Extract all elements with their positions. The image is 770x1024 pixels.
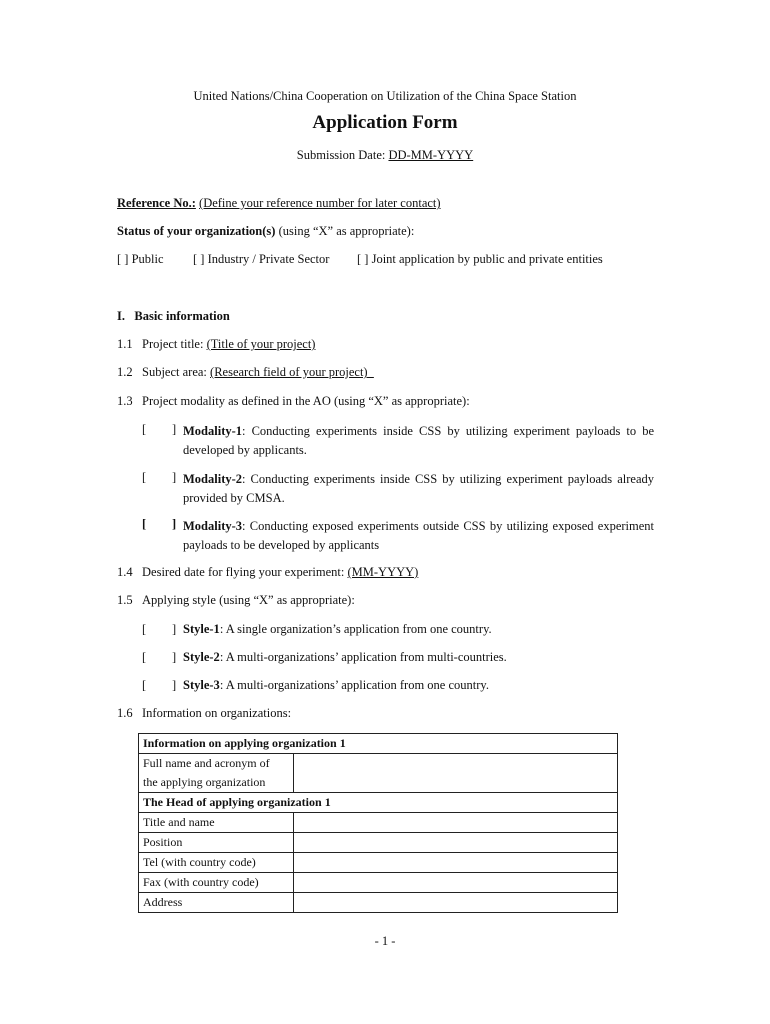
item-label: Information on organizations: — [142, 706, 292, 720]
submission-date-label: Submission Date: — [296, 148, 389, 162]
style-name: Style-2 — [183, 650, 220, 664]
reference-value: (Define your reference number for later contact) — [199, 196, 441, 210]
style-1-checkbox-open[interactable]: [ — [142, 622, 147, 636]
modality-1-checkbox-open[interactable]: [ — [142, 422, 147, 436]
style-text: : A multi-organizations’ application from one country. — [219, 678, 489, 692]
reference-line — [117, 196, 441, 211]
modality-3-checkbox-close[interactable]: ] — [172, 517, 177, 531]
modality-1-option — [183, 422, 654, 460]
status-hint: (using “X” as appropriate): — [275, 224, 415, 238]
status-option-industry[interactable] — [193, 252, 329, 267]
style-3-option — [183, 678, 489, 693]
page-number: - 1 - — [374, 934, 396, 948]
modality-2-option — [183, 470, 654, 508]
position-field[interactable] — [294, 833, 618, 853]
item-number: 1.6 — [117, 706, 133, 720]
fax-label: Fax (with country code) — [139, 873, 294, 893]
head-of-org-header: The Head of applying organization 1 — [139, 793, 618, 813]
style-2-option — [183, 650, 507, 665]
style-2-checkbox-open[interactable]: [ — [142, 650, 147, 664]
item-project-title — [117, 337, 315, 352]
address-label: Address — [139, 893, 294, 913]
table-row — [139, 893, 618, 913]
item-number: 1.5 — [117, 593, 133, 607]
fax-field[interactable] — [294, 873, 618, 893]
item-label: Project modality as defined in the AO (using “X” as appropriate): — [142, 394, 470, 408]
item-label: Project title: — [142, 337, 207, 351]
style-1-checkbox-close[interactable]: ] — [172, 622, 177, 636]
modality-3-option — [183, 517, 654, 555]
style-3-checkbox-close[interactable]: ] — [172, 678, 177, 692]
style-text: : A single organization’s application from one country. — [219, 622, 492, 636]
full-name-label-line: the applying organization — [143, 775, 266, 789]
table-header-row — [139, 793, 618, 813]
status-line — [117, 224, 414, 239]
status-option-label: Industry / Private Sector — [207, 252, 330, 266]
item-number: 1.1 — [117, 337, 133, 351]
flying-date-field[interactable]: (MM-YYYY) — [347, 565, 419, 579]
item-number: 1.2 — [117, 365, 133, 379]
title-name-field[interactable] — [294, 813, 618, 833]
modality-text: : Conducting experiments inside CSS by utilizing experiment payloads already provided by CMSA. — [183, 472, 654, 505]
org-info-header: Information on applying organization 1 — [139, 734, 618, 754]
modality-1-checkbox-close[interactable]: ] — [172, 422, 177, 436]
document-subtitle: United Nations/China Cooperation on Utilization of the China Space Station — [193, 89, 577, 103]
item-modality — [117, 394, 470, 409]
item-label: Desired date for flying your experiment: — [142, 565, 348, 579]
table-row — [139, 853, 618, 873]
section-1-number: I. — [117, 309, 125, 323]
item-flying-date — [117, 565, 418, 580]
full-name-label-line: Full name and acronym of — [143, 756, 270, 770]
status-checkbox-public[interactable]: [ ] — [117, 252, 129, 266]
style-3-checkbox-open[interactable]: [ — [142, 678, 147, 692]
status-label: Status of your organization(s) — [117, 224, 276, 238]
item-organizations — [117, 706, 291, 721]
submission-date-line — [0, 148, 770, 163]
style-name: Style-3 — [183, 678, 220, 692]
style-name: Style-1 — [183, 622, 220, 636]
full-name-field[interactable] — [294, 754, 618, 793]
position-label: Position — [139, 833, 294, 853]
modality-name: Modality-1 — [183, 424, 243, 438]
table-row — [139, 754, 618, 793]
table-row — [139, 813, 618, 833]
item-number: 1.3 — [117, 394, 133, 408]
status-option-label: Joint application by public and private entities — [371, 252, 603, 266]
item-subject-area — [117, 365, 374, 380]
project-title-field[interactable]: (Title of your project) — [206, 337, 316, 351]
document-title: Application Form — [312, 112, 458, 133]
table-row — [139, 833, 618, 853]
style-2-checkbox-close[interactable]: ] — [172, 650, 177, 664]
subject-area-field[interactable]: (Research field of your project) — [210, 365, 374, 379]
modality-3-checkbox-open[interactable]: [ — [142, 517, 147, 531]
item-label: Applying style (using “X” as appropriate): — [142, 593, 355, 607]
reference-label: Reference No.: — [117, 196, 196, 210]
title-name-label: Title and name — [139, 813, 294, 833]
modality-2-checkbox-close[interactable]: ] — [172, 470, 177, 484]
tel-label: Tel (with country code) — [139, 853, 294, 873]
style-text: : A multi-organizations’ application from multi-countries. — [219, 650, 507, 664]
modality-text: : Conducting exposed experiments outside CSS by utilizing exposed experiment payloads to be developed by applicants — [183, 519, 654, 552]
organization-info-table — [138, 733, 618, 913]
modality-name: Modality-3 — [183, 519, 243, 533]
status-checkbox-joint[interactable]: [ ] — [357, 252, 369, 266]
style-1-option — [183, 622, 492, 637]
section-1-title: Basic information — [134, 309, 230, 323]
item-number: 1.4 — [117, 565, 133, 579]
modality-2-checkbox-open[interactable]: [ — [142, 470, 147, 484]
status-option-joint[interactable] — [357, 252, 603, 267]
item-applying-style — [117, 593, 355, 608]
modality-text: : Conducting experiments inside CSS by utilizing experiment payloads to be developed by applicants. — [183, 424, 654, 457]
section-1-heading — [117, 309, 230, 324]
status-checkbox-industry[interactable]: [ ] — [193, 252, 205, 266]
tel-field[interactable] — [294, 853, 618, 873]
modality-name: Modality-2 — [183, 472, 243, 486]
status-option-public[interactable] — [117, 252, 164, 267]
status-option-label: Public — [131, 252, 164, 266]
address-field[interactable] — [294, 893, 618, 913]
item-label: Subject area: — [142, 365, 211, 379]
submission-date-value: DD-MM-YYYY — [388, 148, 474, 162]
table-header-row — [139, 734, 618, 754]
full-name-label — [139, 754, 294, 793]
table-row — [139, 873, 618, 893]
